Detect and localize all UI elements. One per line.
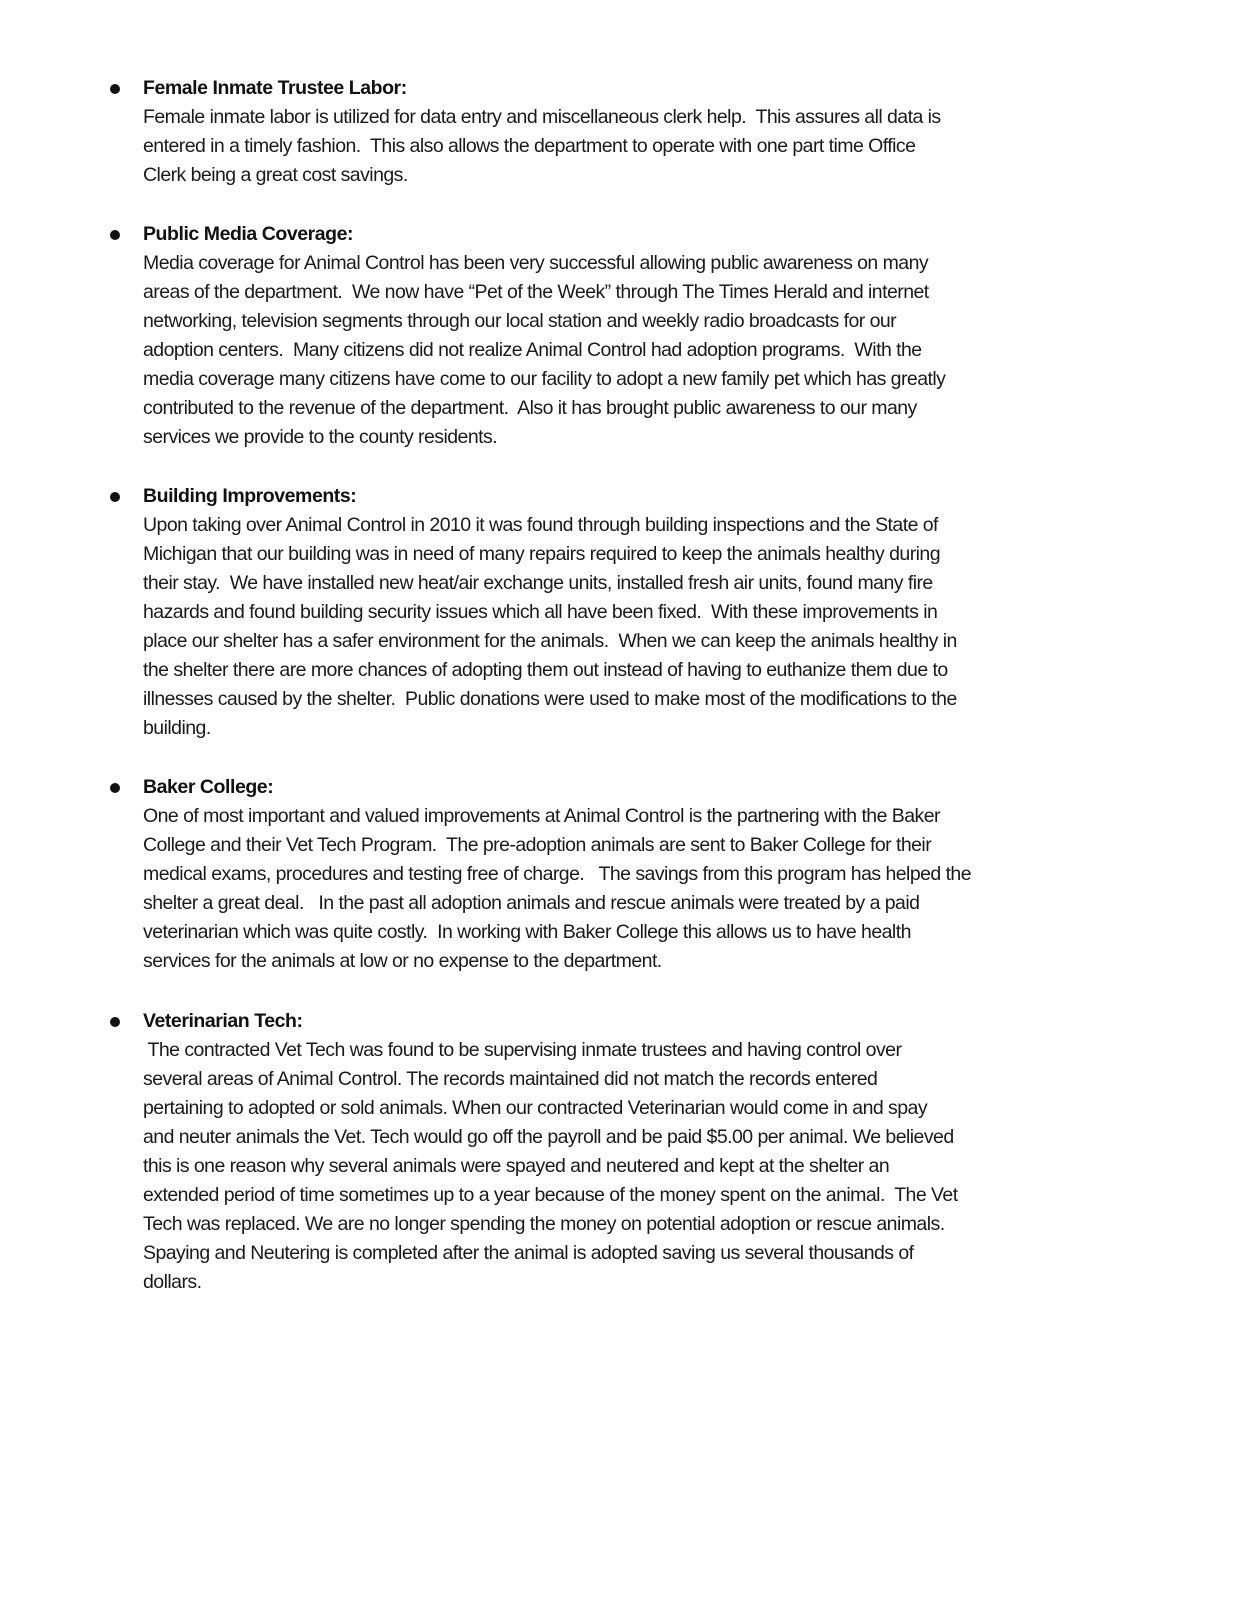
body-line: One of most important and valued improvements at Animal Control is the partnering with the Baker [143,805,940,827]
body-line: Tech was replaced. We are no longer spending the money on potential adoption or rescue animals. [143,1213,945,1235]
bullet-icon [110,230,120,240]
body-line: veterinarian which was quite costly. In working with Baker College this allows us to have health [143,921,911,943]
body-line: media coverage many citizens have come to our facility to adopt a new family pet which has greatly [143,368,946,390]
body-line: networking, television segments through our local station and weekly radio broadcasts for our [143,310,897,332]
section-heading: Female Inmate Trustee Labor: [143,77,407,99]
body-line: contributed to the revenue of the department. Also it has brought public awareness to our many [143,397,917,419]
body-line: hazards and found building security issues which all have been fixed. With these improvements in [143,601,938,623]
section-heading: Public Media Coverage: [143,223,354,245]
section-heading: Building Improvements: [143,485,357,507]
body-line: Spaying and Neutering is completed after the animal is adopted saving us several thousands of [143,1242,914,1264]
body-line: Clerk being a great cost savings. [143,164,408,186]
section-heading: Baker College: [143,776,274,798]
body-line: dollars. [143,1271,202,1293]
body-line: areas of the department. We now have “Pet of the Week” through The Times Herald and internet [143,281,929,303]
body-line: illnesses caused by the shelter. Public donations were used to make most of the modifications to the [143,688,957,710]
bullet-icon [110,1017,120,1027]
section-heading: Veterinarian Tech: [143,1010,303,1032]
body-line: extended period of time sometimes up to a year because of the money spent on the animal. The Vet [143,1184,958,1206]
body-line: the shelter there are more chances of adopting them out instead of having to euthanize them due to [143,659,948,681]
body-line: The contracted Vet Tech was found to be supervising inmate trustees and having control over [143,1039,902,1061]
body-line: place our shelter has a safer environment for the animals. When we can keep the animals healthy in [143,630,957,652]
body-line: shelter a great deal. In the past all adoption animals and rescue animals were treated by a paid [143,892,920,914]
body-line: and neuter animals the Vet. Tech would go off the payroll and be paid $5.00 per animal. We believed [143,1126,954,1148]
body-line: Female inmate labor is utilized for data entry and miscellaneous clerk help. This assures all data is [143,106,941,128]
body-line: building. [143,717,211,739]
body-line: College and their Vet Tech Program. The pre-adoption animals are sent to Baker College for their [143,834,932,856]
bullet-icon [110,84,120,94]
body-line: Michigan that our building was in need of many repairs required to keep the animals healthy during [143,543,941,565]
body-line: this is one reason why several animals were spayed and neutered and kept at the shelter an [143,1155,890,1177]
bullet-icon [110,492,120,502]
body-line: adoption centers. Many citizens did not realize Animal Control had adoption programs. With the [143,339,922,361]
body-line: pertaining to adopted or sold animals. When our contracted Veterinarian would come in and spay [143,1097,928,1119]
bullet-icon [110,783,120,793]
body-line: Upon taking over Animal Control in 2010 it was found through building inspections and the State of [143,514,938,536]
body-line: services for the animals at low or no expense to the department. [143,950,662,972]
body-line: services we provide to the county residents. [143,426,498,448]
body-line: Media coverage for Animal Control has been very successful allowing public awareness on many [143,252,929,274]
body-line: medical exams, procedures and testing free of charge. The savings from this program has helped the [143,863,972,885]
body-line: entered in a timely fashion. This also allows the department to operate with one part time Office [143,135,916,157]
body-line: their stay. We have installed new heat/air exchange units, installed fresh air units, found many fire [143,572,933,594]
body-line: several areas of Animal Control. The records maintained did not match the records entered [143,1068,878,1090]
